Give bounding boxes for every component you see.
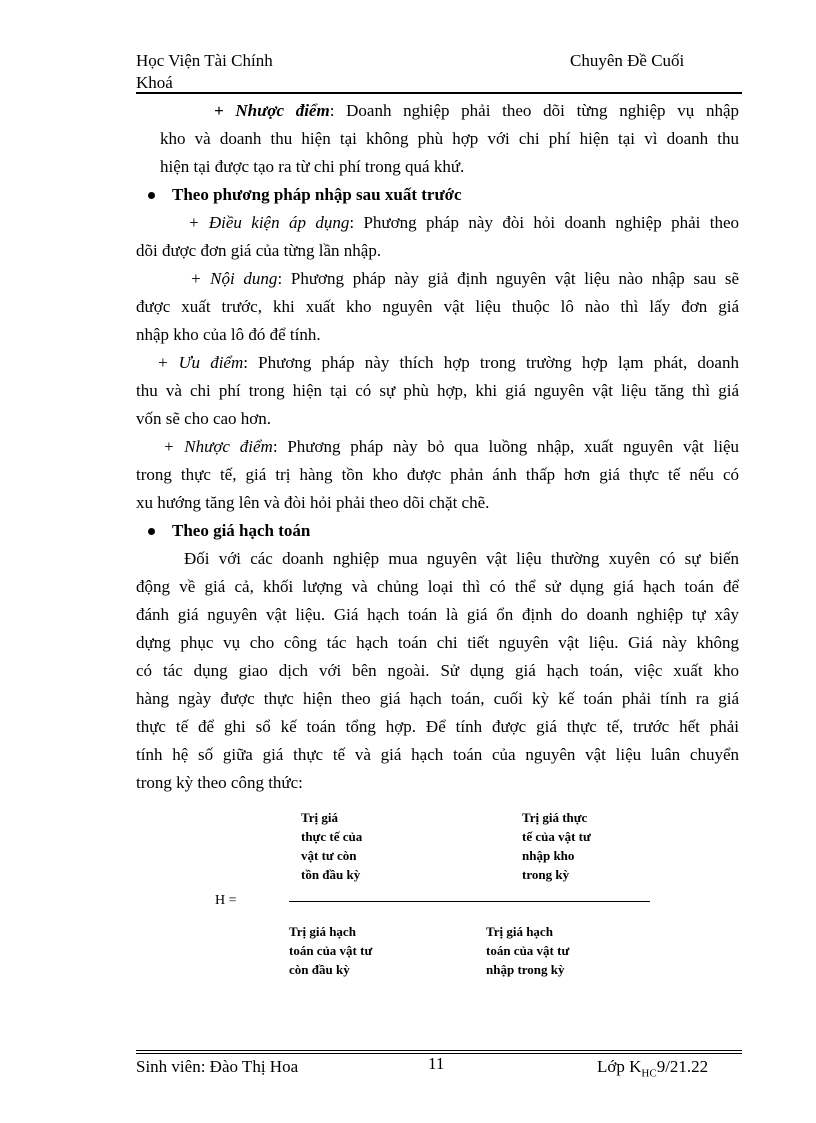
text-line: hiện tại được tạo ra từ chi phí trong quá khứ. bbox=[160, 157, 465, 176]
header-document-title: Chuyên Đề Cuối bbox=[570, 51, 685, 70]
text-line: tính hệ số giữa giá thực tế và giá hạch toán của nguyên vật liệu luân chuyển bbox=[136, 745, 739, 764]
text-line: + Nhược điểm: Phương pháp này bỏ qua luồng nhập, xuất nguyên vật liệu bbox=[163, 437, 739, 456]
text-line: dựng phục vụ cho công tác hạch toán chi tiết nguyên vật liệu. Giá này không bbox=[136, 633, 739, 652]
footer-student: Sinh viên: Đào Thị Hoa bbox=[136, 1057, 299, 1076]
header-divider bbox=[136, 92, 742, 94]
footer-divider bbox=[136, 1050, 742, 1051]
text-line: đánh giá nguyên vật liệu. Giá hạch toán là giá ổn định do doanh nghiệp tự xây bbox=[136, 605, 739, 624]
text-line: kho và doanh thu hiện tại không phù hợp với chi phí hiện tại vì doanh thu bbox=[160, 129, 739, 148]
text-line: dõi được đơn giá của từng lần nhập. bbox=[136, 241, 382, 260]
fraction-bar bbox=[289, 901, 650, 902]
text-line: + Nội dung: Phương pháp này giả định nguyên vật liệu nào nhập sau sẽ bbox=[190, 269, 739, 288]
formula-numerator-left: Trị giá thực tế của vật tư còn tồn đầu kỳ bbox=[301, 810, 363, 882]
text-line: có tác dụng giao dịch với bên ngoài. Sử dụng giá hạch toán, việc xuất kho bbox=[136, 661, 739, 680]
text-line: + Điều kiện áp dụng: Phương pháp này đòi hỏi doanh nghiệp phải theo bbox=[188, 213, 739, 232]
text-line: động về giá cả, khối lượng và chủng loại thì có thể sử dụng giá hạch toán để bbox=[136, 577, 739, 596]
text-line: được xuất trước, khi xuất kho nguyên vật liệu thuộc lô nào thì lấy đơn giá bbox=[136, 297, 739, 316]
formula-numerator-right: Trị giá thực tế của vật tư nhập kho trong kỳ bbox=[522, 810, 591, 882]
text-line: + Ưu điểm: Phương pháp này thích hợp trong trường hợp lạm phát, doanh bbox=[157, 353, 739, 372]
text-line: nhập kho của lô đó để tính. bbox=[136, 325, 321, 344]
formula-denominator-left: Trị giá hạch toán của vật tư còn đầu kỳ bbox=[289, 924, 373, 977]
text-line: trong kỳ theo công thức: bbox=[136, 773, 303, 792]
bullet-icon bbox=[148, 192, 155, 199]
formula-denominator-right: Trị giá hạch toán của vật tư nhập trong kỳ bbox=[486, 924, 570, 977]
formula-lhs: H = bbox=[215, 893, 237, 908]
text-line: hàng ngày được thực hiện theo giá hạch toán, cuối kỳ kế toán phải tính ra giá bbox=[136, 689, 739, 708]
text-line: thu và chi phí trong hiện tại có sự phù hợp, khi giá nguyên vật liệu tăng thì giá bbox=[136, 381, 739, 400]
text-line: xu hướng tăng lên và đòi hỏi phải theo dõi chặt chẽ. bbox=[136, 493, 490, 512]
text-line: Đối với các doanh nghiệp mua nguyên vật liệu thường xuyên có sự biến bbox=[184, 549, 739, 568]
text-line: trong thực tế, giá trị hàng tồn kho được phản ánh thấp hơn giá thực tế nếu có bbox=[136, 465, 739, 484]
page-number: 11 bbox=[428, 1054, 445, 1073]
text-line: vốn sẽ cho cao hơn. bbox=[136, 409, 272, 428]
bullet-icon bbox=[148, 528, 155, 535]
header-institution bbox=[136, 50, 273, 94]
section-heading: Theo phương pháp nhập sau xuất trước bbox=[172, 185, 462, 204]
text-line: + Nhược điểm: Doanh nghiệp phải theo dõi từng nghiệp vụ nhập bbox=[214, 101, 739, 120]
header-institution-name: Học Viện Tài Chính bbox=[136, 51, 273, 70]
footer-class: Lớp $K_{HC}9/21.22$ bbox=[597, 1057, 709, 1080]
text-line: thực tế để ghi sổ kế toán tổng hợp. Để tính được giá thực tế, trước hết phải bbox=[136, 717, 739, 736]
section-heading: Theo giá hạch toán bbox=[172, 521, 311, 540]
header-course-label: Khoá bbox=[136, 73, 173, 92]
